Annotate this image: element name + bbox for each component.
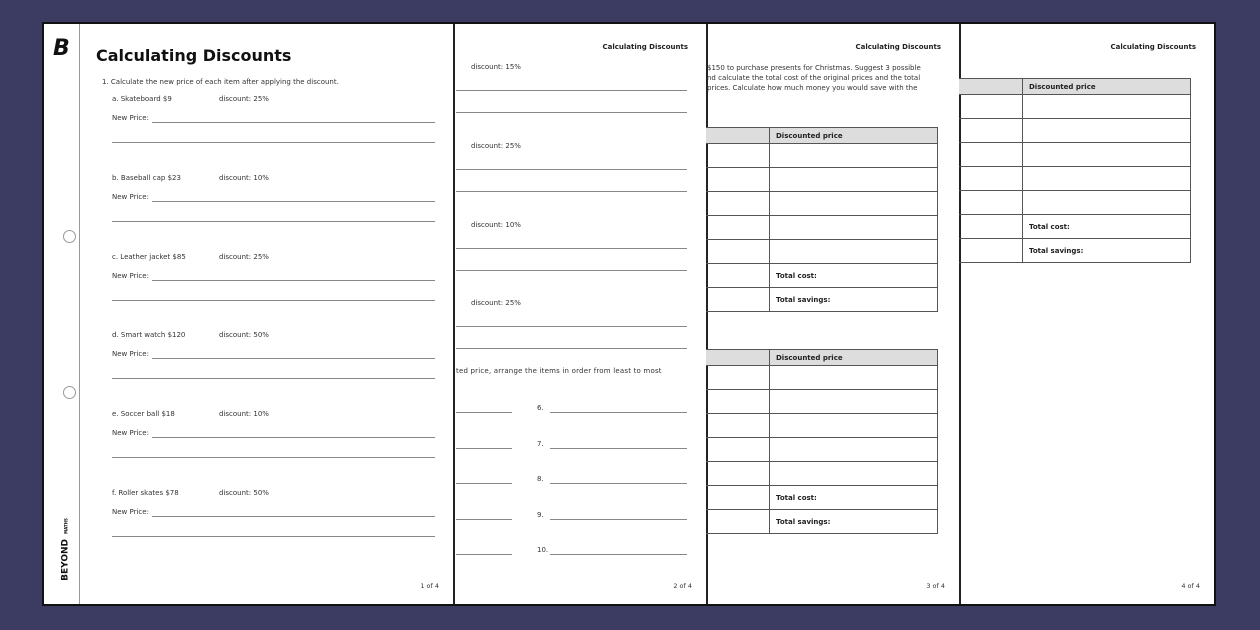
new-price-label: New Price: <box>112 508 149 516</box>
item-discount: discount: 50% <box>219 331 269 340</box>
answer-line[interactable] <box>456 112 687 113</box>
item-discount: discount: 50% <box>219 489 269 497</box>
answer-line[interactable] <box>456 90 687 91</box>
table-cell[interactable] <box>959 119 1023 143</box>
table-row <box>706 240 938 264</box>
item-label: b. Baseball cap $23 <box>112 173 181 182</box>
order-number: 7. <box>537 439 544 448</box>
answer-line[interactable] <box>152 437 435 438</box>
order-line[interactable] <box>550 519 687 520</box>
table-cell[interactable] <box>959 239 1023 263</box>
page-number: 1 of 4 <box>420 582 439 590</box>
answer-line[interactable] <box>112 536 435 537</box>
table-row <box>706 168 938 192</box>
table-row <box>959 119 1191 143</box>
order-line[interactable] <box>550 554 687 555</box>
column-header <box>706 128 770 144</box>
item-discount: discount: 10% <box>219 173 269 182</box>
instruction: 1. Calculate the new price of each item after applying the discount. <box>102 78 339 86</box>
answer-line[interactable] <box>456 248 687 249</box>
price-table <box>706 349 938 534</box>
page-number: 3 of 4 <box>926 582 945 590</box>
item-discount: discount: 25% <box>219 252 269 261</box>
table-cell[interactable] <box>959 167 1023 191</box>
new-price-label: New Price: <box>112 192 149 201</box>
item-label: d. Smart watch $120 <box>112 331 186 340</box>
brand-wordmark: BEYOND MATHS <box>60 518 71 581</box>
answer-line[interactable] <box>456 270 687 271</box>
item-discount: discount: 10% <box>471 220 521 229</box>
item-discount: discount: 25% <box>219 95 269 103</box>
table-cell[interactable] <box>770 216 938 240</box>
table-cell[interactable] <box>706 288 770 312</box>
table-cell[interactable] <box>770 438 938 462</box>
page-1 <box>44 24 455 604</box>
page-title: Calculating Discounts <box>96 46 292 65</box>
order-line[interactable] <box>550 483 687 484</box>
price-table <box>959 78 1191 263</box>
column-header <box>959 79 1023 95</box>
answer-line[interactable] <box>112 221 435 222</box>
table-cell[interactable] <box>1023 191 1191 215</box>
order-line[interactable] <box>550 412 687 413</box>
order-line-left[interactable] <box>456 519 512 520</box>
worksheet-preview <box>44 24 1214 604</box>
item-label: f. Roller skates $78 <box>112 489 179 497</box>
table-cell[interactable] <box>706 192 770 216</box>
item-discount: discount: 15% <box>471 63 521 71</box>
order-number: 10. <box>537 546 549 554</box>
answer-line[interactable] <box>152 358 435 359</box>
answer-line[interactable] <box>456 348 687 349</box>
table-cell[interactable] <box>959 215 1023 239</box>
order-instruction: ted price, arrange the items in order from least to most <box>456 367 662 375</box>
table-cell[interactable] <box>959 143 1023 167</box>
page-number: 4 of 4 <box>1181 582 1200 590</box>
table-row <box>706 438 938 462</box>
table-cell[interactable] <box>706 510 770 534</box>
table-row <box>706 414 938 438</box>
table-cell[interactable] <box>1023 95 1191 119</box>
table-cell[interactable] <box>770 462 938 486</box>
page-header: Calculating Discounts <box>855 43 941 51</box>
punch-hole <box>63 230 76 243</box>
column-header: Discounted price <box>770 128 938 144</box>
page-header: Calculating Discounts <box>602 43 688 51</box>
new-price-label: New Price: <box>112 114 149 122</box>
item-discount: discount: 25% <box>471 141 521 150</box>
table-cell[interactable] <box>706 438 770 462</box>
sidebar-margin <box>44 24 80 604</box>
table-header <box>706 350 938 366</box>
table-row <box>706 486 938 510</box>
table-cell[interactable] <box>770 168 938 192</box>
answer-line[interactable] <box>112 300 435 301</box>
answer-line[interactable] <box>456 169 687 170</box>
new-price-label: New Price: <box>112 429 149 438</box>
order-line-left[interactable] <box>456 448 512 449</box>
column-header: Discounted price <box>770 350 938 366</box>
table-row <box>706 264 938 288</box>
table-cell[interactable]: Total cost: <box>770 486 938 510</box>
item-label: c. Leather jacket $85 <box>112 252 186 261</box>
answer-line[interactable] <box>152 122 435 123</box>
price-table <box>706 127 938 312</box>
order-number: 8. <box>537 475 544 483</box>
table-row <box>959 167 1191 191</box>
table-cell[interactable] <box>959 191 1023 215</box>
table-cell[interactable]: Total savings: <box>1023 239 1191 263</box>
table-cell[interactable] <box>706 414 770 438</box>
table-row <box>706 510 938 534</box>
page-number: 2 of 4 <box>673 582 692 590</box>
table-row <box>706 144 938 168</box>
item-discount: discount: 25% <box>471 299 521 308</box>
table-cell[interactable] <box>706 390 770 414</box>
answer-line[interactable] <box>152 280 435 281</box>
page-3 <box>707 24 961 604</box>
table-cell[interactable]: Total cost: <box>1023 215 1191 239</box>
table-cell[interactable] <box>770 390 938 414</box>
table-cell[interactable] <box>706 144 770 168</box>
page-header: Calculating Discounts <box>1110 43 1196 51</box>
table-cell[interactable]: Total savings: <box>770 288 938 312</box>
order-line-left[interactable] <box>456 554 512 555</box>
table-cell[interactable] <box>1023 119 1191 143</box>
new-price-label: New Price: <box>112 350 149 359</box>
answer-line[interactable] <box>112 142 435 143</box>
table-cell[interactable] <box>706 366 770 390</box>
order-line-left[interactable] <box>456 412 512 413</box>
column-header <box>706 350 770 366</box>
punch-hole <box>63 386 76 399</box>
table-cell[interactable] <box>959 95 1023 119</box>
item-label: e. Soccer ball $18 <box>112 410 175 419</box>
table-cell[interactable]: Total savings: <box>770 510 938 534</box>
column-header: Discounted price <box>1023 79 1191 95</box>
table-cell[interactable] <box>706 264 770 288</box>
table-row <box>959 215 1191 239</box>
table-cell[interactable]: Total cost: <box>770 264 938 288</box>
order-number: 6. <box>537 404 544 412</box>
table-row <box>706 192 938 216</box>
answer-line[interactable] <box>112 457 435 458</box>
answer-line[interactable] <box>112 378 435 379</box>
order-number: 9. <box>537 510 544 519</box>
table-cell[interactable] <box>770 144 938 168</box>
order-line[interactable] <box>550 448 687 449</box>
new-price-label: New Price: <box>112 271 149 280</box>
task-paragraph: $150 to purchase presents for Christmas. Suggest 3 possible nd calculate the total cost of the original prices and the total prices. Calculate how much money you would save with the <box>707 64 921 92</box>
item-label: a. Skateboard $9 <box>112 95 172 103</box>
table-header <box>959 79 1191 95</box>
table-cell[interactable] <box>770 240 938 264</box>
answer-line[interactable] <box>152 201 435 202</box>
table-row <box>706 366 938 390</box>
table-cell[interactable] <box>770 366 938 390</box>
table-row <box>959 143 1191 167</box>
table-cell[interactable] <box>706 462 770 486</box>
table-cell[interactable] <box>770 414 938 438</box>
answer-line[interactable] <box>456 326 687 327</box>
page-4 <box>960 24 1214 604</box>
table-cell[interactable] <box>706 240 770 264</box>
table-row <box>959 191 1191 215</box>
table-cell[interactable] <box>706 168 770 192</box>
answer-line[interactable] <box>152 516 435 517</box>
table-row <box>706 288 938 312</box>
table-row <box>706 390 938 414</box>
table-cell[interactable] <box>1023 167 1191 191</box>
table-header <box>706 128 938 144</box>
table-cell[interactable] <box>1023 143 1191 167</box>
table-cell[interactable] <box>706 486 770 510</box>
brand-logo: B <box>53 36 70 61</box>
page-2 <box>454 24 708 604</box>
table-row <box>959 95 1191 119</box>
item-discount: discount: 10% <box>219 410 269 419</box>
answer-line[interactable] <box>456 191 687 192</box>
table-cell[interactable] <box>770 192 938 216</box>
table-row <box>706 216 938 240</box>
table-row <box>959 239 1191 263</box>
table-cell[interactable] <box>706 216 770 240</box>
table-row <box>706 462 938 486</box>
order-line-left[interactable] <box>456 483 512 484</box>
